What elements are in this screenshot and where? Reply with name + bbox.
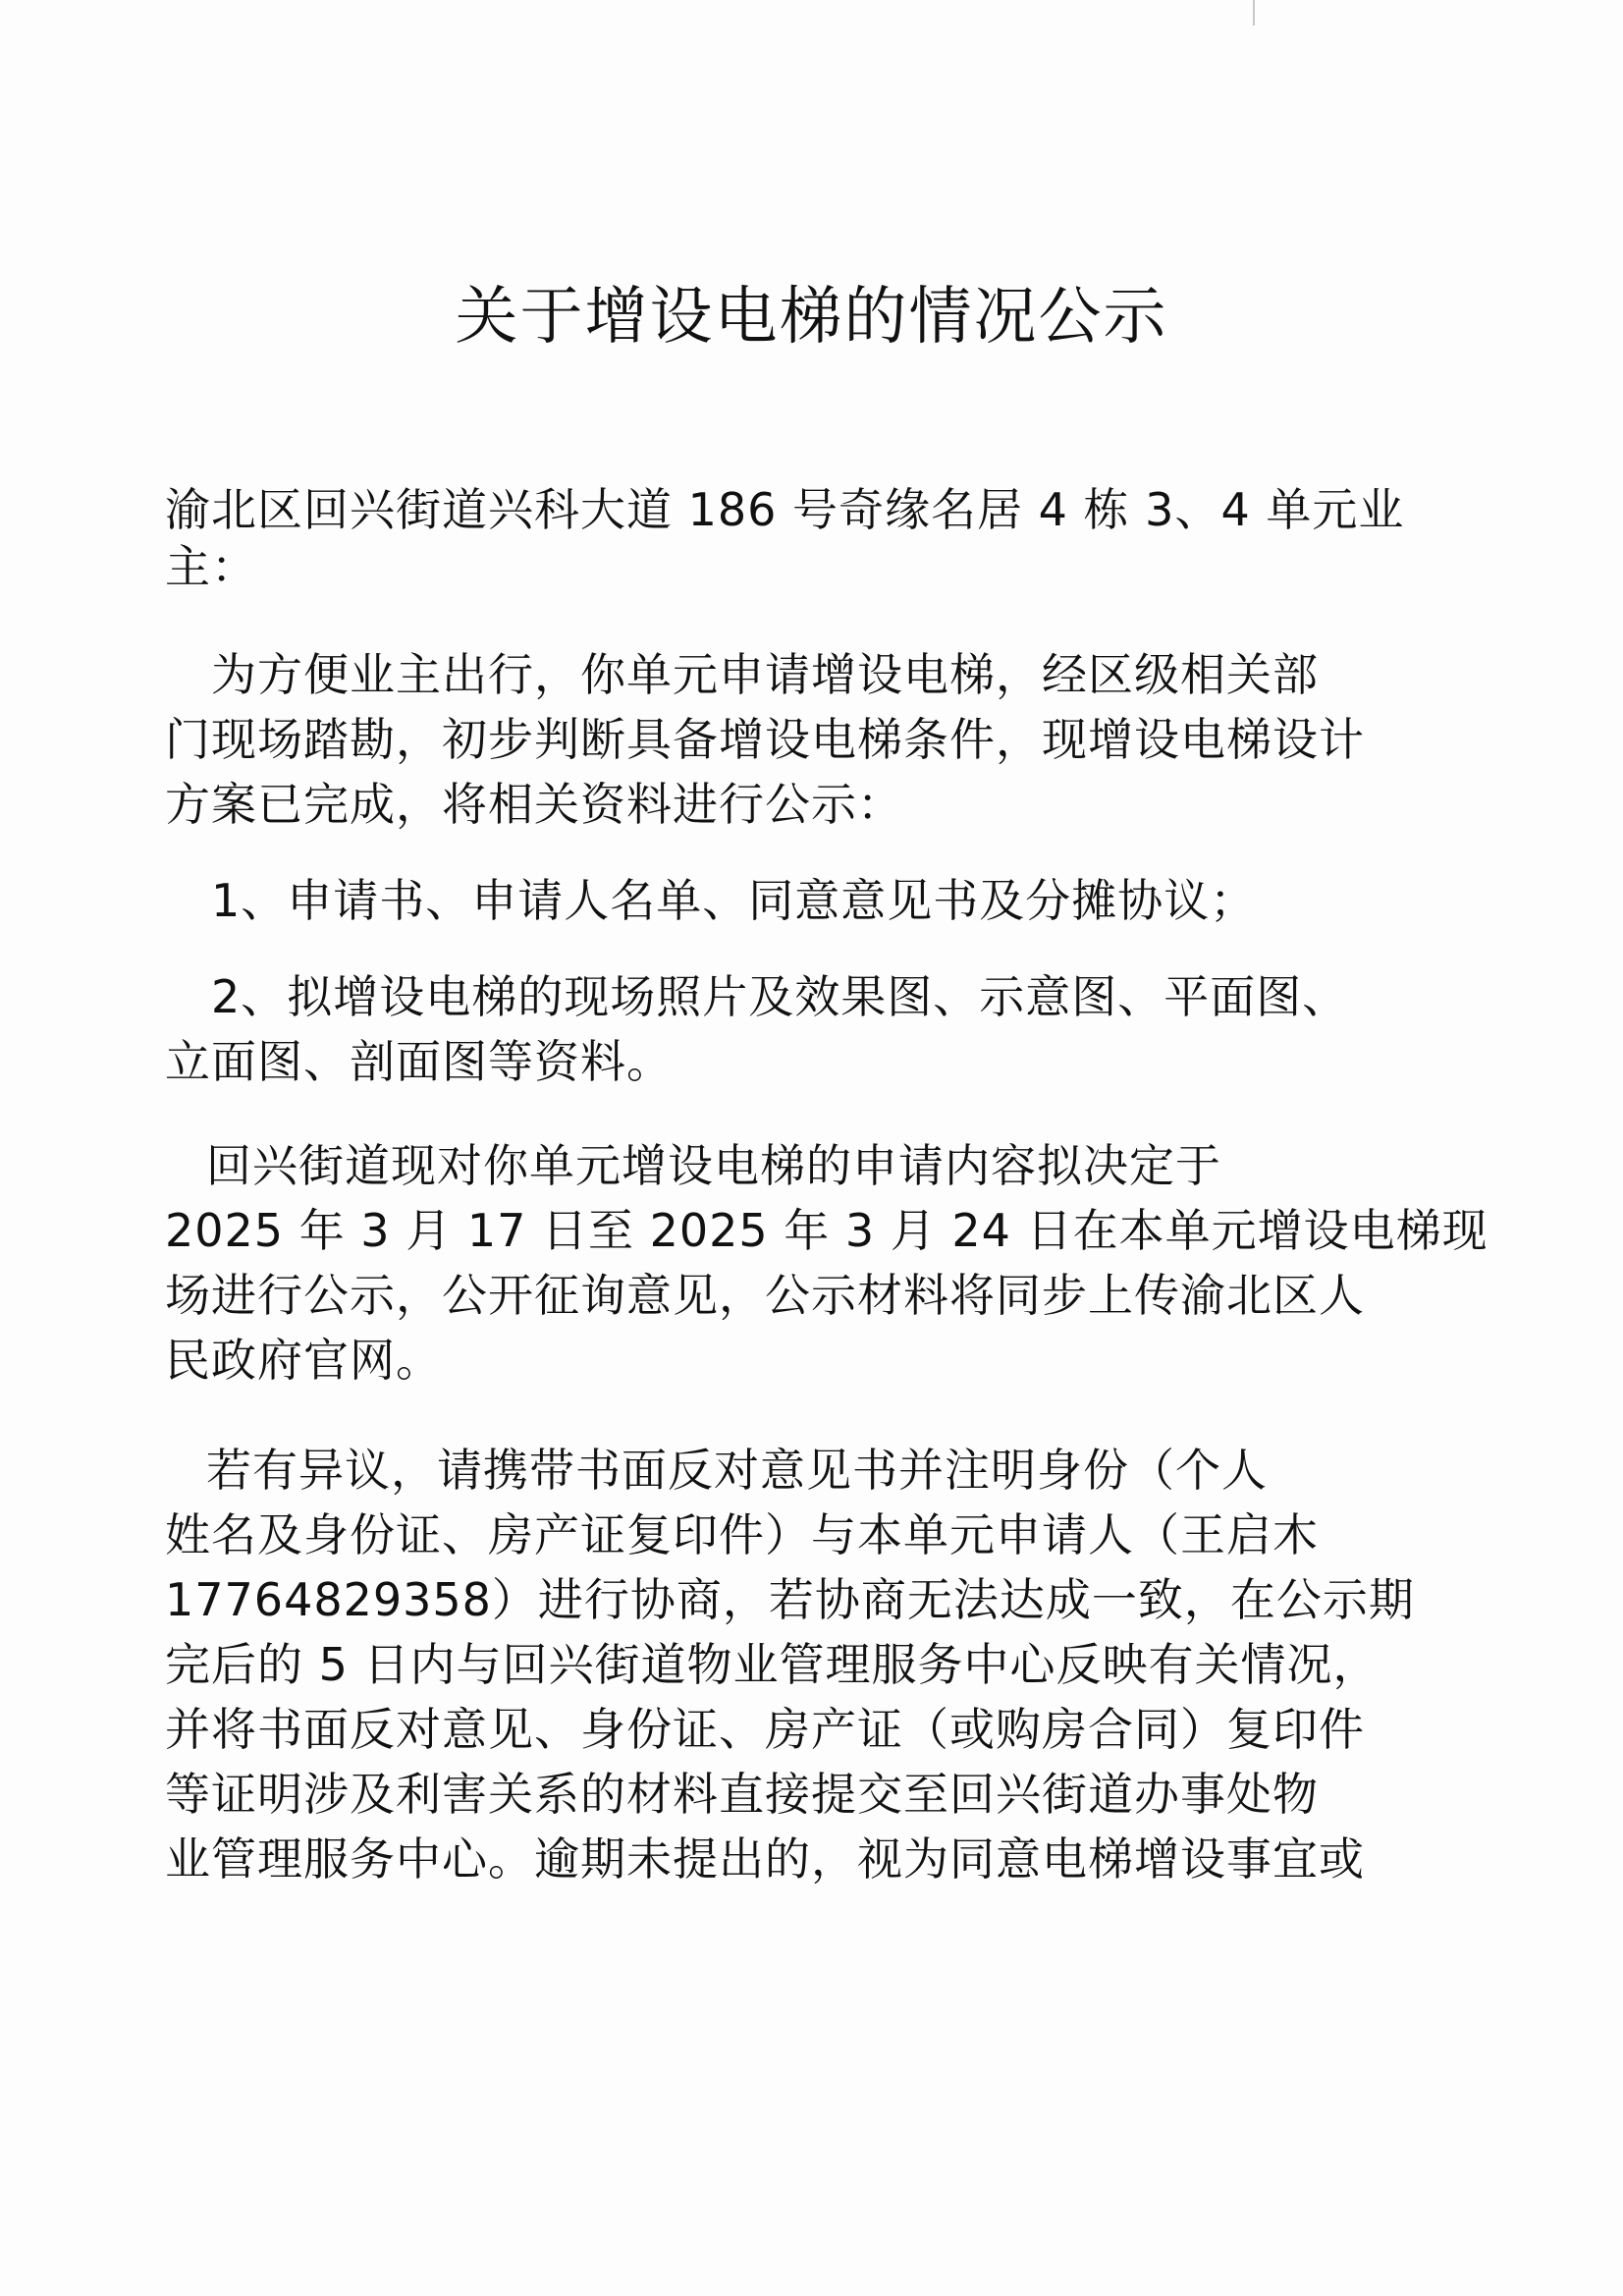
text-line: 姓名及身份证、房产证复印件）与本单元申请人（王启木 [165, 1508, 1319, 1561]
document-title: 关于增设电梯的情况公示 [455, 281, 1168, 354]
text-line: 立面图、剖面图等资料。 [165, 1035, 673, 1088]
text-line: 17764829358）进行协商，若协商无法达成一致，在公示期 [165, 1573, 1415, 1626]
text-line: 并将书面反对意见、身份证、房产证（或购房合同）复印件 [165, 1703, 1365, 1756]
text-line: 民政府官网。 [165, 1334, 442, 1387]
text-line: 门现场踏勘，初步判断具备增设电梯条件，现增设电梯设计 [165, 713, 1365, 766]
text-line: 若有异议，请携带书面反对意见书并注明身份（个人 [206, 1444, 1268, 1497]
text-line: 主： [165, 540, 257, 593]
text-line: 2025 年 3 月 17 日至 2025 年 3 月 24 日在本单元增设电梯现 [165, 1204, 1488, 1257]
text-line: 业管理服务中心。逾期未提出的，视为同意电梯增设事宜或 [165, 1832, 1365, 1886]
text-line: 2、拟增设电梯的现场照片及效果图、示意图、平面图、 [211, 970, 1349, 1023]
text-line: 等证明涉及利害关系的材料直接提交至回兴街道办事处物 [165, 1768, 1319, 1821]
text-line: 为方便业主出行，你单元申请增设电梯，经区级相关部 [211, 648, 1319, 701]
scan-edge-mark [1253, 0, 1255, 26]
text-line: 完后的 5 日内与回兴街道物业管理服务中心反映有关情况， [165, 1638, 1380, 1691]
text-line: 回兴街道现对你单元增设电梯的申请内容拟决定于 [206, 1139, 1221, 1192]
text-line: 方案已完成，将相关资料进行公示： [165, 778, 903, 831]
text-line: 1、申请书、申请人名单、同意意见书及分摊协议； [211, 874, 1257, 927]
text-line: 渝北区回兴街道兴科大道 186 号奇缘名居 4 栋 3、4 单元业 [165, 483, 1405, 536]
text-line: 场进行公示，公开征询意见，公示材料将同步上传渝北区人 [165, 1269, 1365, 1322]
